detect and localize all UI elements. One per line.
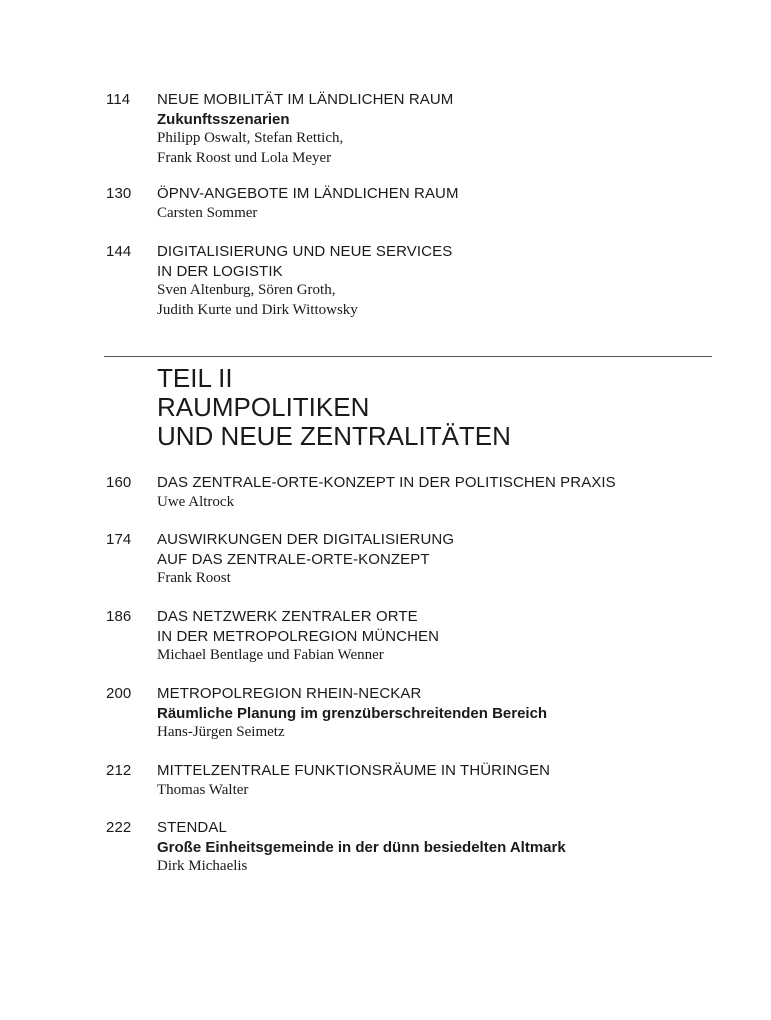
- toc-entry-authors: Carsten Sommer: [157, 204, 258, 221]
- toc-entry-subtitle: Räumliche Planung im grenzüberschreitenden Bereich: [157, 704, 548, 722]
- part-heading-line: TEIL II: [157, 363, 233, 393]
- section-divider: [104, 356, 712, 357]
- toc-page-number: 114: [106, 91, 131, 108]
- toc-entry-title: DAS ZENTRALE-ORTE-KONZEPT IN DER POLITISCHEN PRAXIS: [157, 474, 616, 491]
- toc-entry-title: IN DER METROPOLREGION MÜNCHEN: [157, 627, 440, 645]
- toc-entry-authors: Sven Altenburg, Sören Groth,: [157, 282, 336, 298]
- toc-entry-text: [157, 607, 727, 666]
- toc-entry-title: NEUE MOBILITÄT IM LÄNDLICHEN RAUM: [157, 91, 454, 108]
- toc-page-number: 160: [106, 474, 132, 491]
- toc-entry-authors: Frank Roost und Lola Meyer: [157, 149, 332, 166]
- part-heading-line: UND NEUE ZENTRALITÄTEN: [157, 421, 511, 451]
- toc-page-number: 186: [106, 608, 132, 625]
- toc-entry-title: MITTELZENTRALE FUNKTIONSRÄUME IN THÜRINGEN: [157, 762, 551, 779]
- toc-entry-authors: Uwe Altrock: [157, 493, 235, 510]
- toc-entry-authors: Michael Bentlage und Fabian Wenner: [157, 647, 384, 663]
- toc-entry-authors: Judith Kurte und Dirk Wittowsky: [157, 301, 358, 318]
- toc-entry-title: STENDAL: [157, 819, 227, 836]
- toc-entry-title: ÖPNV-ANGEBOTE IM LÄNDLICHEN RAUM: [157, 185, 459, 202]
- toc-entry-title: METROPOLREGION RHEIN-NECKAR: [157, 685, 422, 702]
- toc-entry-authors: Dirk Michaelis: [157, 858, 248, 874]
- toc-entry-title: IN DER LOGISTIK: [157, 262, 283, 280]
- toc-page-number: 212: [106, 762, 132, 779]
- toc-page-number: 130: [106, 185, 132, 202]
- toc-entry-title: AUF DAS ZENTRALE-ORTE-KONZEPT: [157, 550, 430, 568]
- toc-entry-authors: Philipp Oswalt, Stefan Rettich,: [157, 130, 344, 146]
- toc-entry-title: DIGITALISIERUNG UND NEUE SERVICES: [157, 243, 453, 260]
- toc-entry-title: DAS NETZWERK ZENTRALER ORTE: [157, 608, 418, 625]
- toc-entry-text: [157, 473, 727, 512]
- toc-entry-text: [157, 530, 727, 589]
- part-heading-line: RAUMPOLITIKEN: [157, 392, 370, 422]
- toc-entry-text: [157, 818, 727, 877]
- toc-page-number: 174: [106, 531, 132, 548]
- toc-page-number: 222: [106, 819, 132, 836]
- toc-page-number: 144: [106, 243, 132, 260]
- toc-entry-title: AUSWIRKUNGEN DER DIGITALISIERUNG: [157, 531, 455, 548]
- toc-entry-authors: Thomas Walter: [157, 781, 249, 798]
- toc-entry-subtitle: Zukunftsszenarien: [157, 110, 290, 128]
- toc-entry-text: [157, 684, 727, 743]
- part-heading: [157, 364, 717, 451]
- toc-entry-text: [157, 90, 727, 168]
- toc-page-number: 200: [106, 685, 132, 702]
- toc-entry-authors: Frank Roost: [157, 570, 231, 586]
- toc-entry-text: [157, 184, 727, 223]
- toc-entry-text: [157, 761, 727, 800]
- toc-entry-text: [157, 242, 727, 320]
- toc-entry-authors: Hans-Jürgen Seimetz: [157, 724, 285, 740]
- toc-entry-subtitle: Große Einheitsgemeinde in der dünn besiedelten Altmark: [157, 838, 566, 856]
